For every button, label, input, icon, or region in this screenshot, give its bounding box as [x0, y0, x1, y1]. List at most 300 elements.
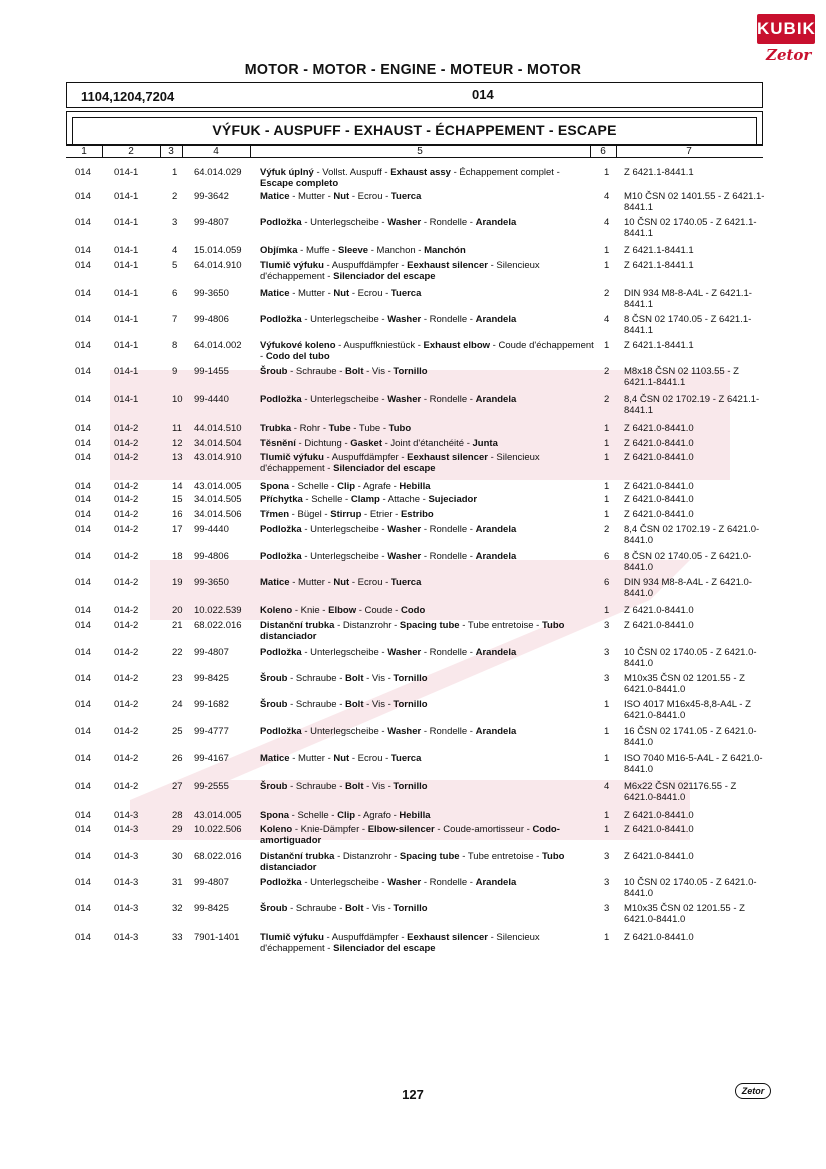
column-header-7: 7	[686, 146, 692, 157]
part-number: 99-8425	[194, 903, 229, 914]
part-description	[260, 452, 595, 474]
description-part: - Unterlegscheibe -	[301, 394, 388, 405]
description-part: Tornillo	[393, 699, 428, 710]
part-description	[260, 851, 595, 873]
group-code: 014	[75, 824, 91, 835]
group-code: 014	[75, 260, 91, 271]
part-description	[260, 288, 595, 299]
description-part: - Auspuffdämpfer -	[323, 452, 408, 463]
description-part: - Échappement complet -	[450, 167, 560, 178]
description-part: Tubo	[388, 423, 412, 434]
description-part: Podložka	[260, 726, 302, 737]
description-part: - Auspuffdämpfer -	[323, 260, 408, 271]
description-part: Arandela	[475, 314, 517, 325]
note: M10x35 ČSN 02 1201.55 - Z 6421.0-8441.0	[624, 903, 745, 925]
description-part: - Distanzrohr -	[334, 620, 400, 631]
description-part: - Schraube -	[287, 699, 346, 710]
quantity: 4	[604, 191, 610, 202]
figure-ref: 014-2	[114, 577, 139, 588]
zetor-dealer-logo: Zetor	[766, 46, 812, 64]
part-description	[260, 903, 595, 914]
description-part: Bolt	[345, 903, 364, 914]
figure-ref: 014-3	[114, 932, 139, 943]
note: Z 6421.0-8441.0	[624, 494, 694, 505]
group-code: 014	[75, 494, 91, 505]
description-part: Těsnění	[260, 438, 296, 449]
group-code: 014	[75, 577, 91, 588]
figure-ref: 014-1	[114, 340, 139, 351]
position-number: 20	[172, 605, 183, 616]
note: DIN 934 M8-8-A4L - Z 6421.1-8441.1	[624, 288, 752, 310]
description-part: Matice	[260, 191, 290, 202]
description-part: - Rondelle -	[421, 551, 476, 562]
description-part: - Unterlegscheibe -	[301, 877, 388, 888]
description-part: - Auspuffkniestück -	[335, 340, 424, 351]
figure-ref: 014-1	[114, 245, 139, 256]
quantity: 1	[604, 605, 610, 616]
part-description	[260, 932, 595, 954]
position-number: 25	[172, 726, 183, 737]
part-number: 43.014.005	[194, 810, 242, 821]
description-part: - Mutter -	[289, 577, 334, 588]
description-part: Tube	[328, 423, 351, 434]
quantity: 1	[604, 494, 610, 505]
quantity: 4	[604, 217, 610, 228]
description-part: - Coude -	[356, 605, 401, 616]
group-code: 014	[75, 851, 91, 862]
group-code: 014	[75, 877, 91, 888]
part-description	[260, 551, 595, 562]
description-part: Tlumič výfuku	[260, 452, 324, 463]
group-code: 014	[75, 810, 91, 821]
description-part: Matice	[260, 577, 290, 588]
quantity: 4	[604, 781, 610, 792]
description-part: Tornillo	[393, 903, 428, 914]
description-part: - Schelle -	[289, 481, 338, 492]
part-description	[260, 191, 595, 202]
description-part: Spacing tube	[399, 620, 460, 631]
part-number: 99-4807	[194, 877, 229, 888]
part-description	[260, 260, 595, 282]
column-header-2: 2	[102, 146, 161, 158]
part-description	[260, 245, 595, 256]
part-number: 44.014.510	[194, 423, 242, 434]
description-part: - Schraube -	[287, 366, 346, 377]
part-number: 7901-1401	[194, 932, 240, 943]
part-description	[260, 423, 595, 434]
figure-ref: 014-1	[114, 191, 139, 202]
quantity: 1	[604, 481, 610, 492]
description-part: - Rondelle -	[421, 217, 476, 228]
description-part: - Unterlegscheibe -	[301, 551, 388, 562]
column-header-row	[66, 145, 763, 158]
figure-ref: 014-2	[114, 726, 139, 737]
part-description	[260, 167, 595, 189]
description-part: Výfukové koleno	[260, 340, 336, 351]
part-description	[260, 753, 595, 764]
description-part: - Coude d'échappement -	[260, 340, 594, 362]
figure-ref: 014-2	[114, 423, 139, 434]
figure-ref: 014-1	[114, 288, 139, 299]
description-part: Podložka	[260, 524, 302, 535]
description-part: - Etrier -	[361, 509, 401, 520]
description-part: Šroub	[260, 903, 288, 914]
part-number: 15.014.059	[194, 245, 242, 256]
description-part: Exhaust elbow	[423, 340, 491, 351]
figure-ref: 014-2	[114, 494, 139, 505]
quantity: 3	[604, 620, 610, 631]
note: ISO 4017 M16x45-8,8-A4L - Z 6421.0-8441.0	[624, 699, 751, 721]
description-part: Objímka	[260, 245, 298, 256]
description-part: Tubo distanciador	[260, 620, 565, 642]
position-number: 17	[172, 524, 183, 535]
quantity: 2	[604, 366, 610, 377]
description-part: - Rondelle -	[421, 394, 476, 405]
description-part: Distanční trubka	[260, 851, 335, 862]
part-number: 99-3650	[194, 288, 229, 299]
description-part: - Mutter -	[289, 191, 334, 202]
part-description	[260, 438, 595, 449]
part-description	[260, 509, 595, 520]
group-code: 014	[75, 438, 91, 449]
description-part: Tuerca	[390, 577, 422, 588]
description-part: Manchón	[424, 245, 466, 256]
figure-ref: 014-2	[114, 605, 139, 616]
position-number: 22	[172, 647, 183, 658]
description-part: - Rondelle -	[421, 726, 476, 737]
part-description	[260, 877, 595, 888]
position-number: 33	[172, 932, 183, 943]
description-part: - Ecrou -	[349, 191, 391, 202]
group-code: 014	[75, 673, 91, 684]
description-part: Codo-amortiguador	[260, 824, 560, 846]
description-part: - Coude-amortisseur -	[434, 824, 533, 835]
description-part: - Vis -	[363, 699, 394, 710]
part-number: 99-4807	[194, 217, 229, 228]
description-part: Šroub	[260, 673, 288, 684]
note: M6x22 ČSN 021176.55 - Z 6421.0-8441.0	[624, 781, 737, 803]
description-part: Silenciador del escape	[333, 943, 436, 954]
group-code: 014	[75, 726, 91, 737]
description-part: Hebilla	[399, 481, 431, 492]
description-part: - Knie -	[292, 605, 329, 616]
description-part: - Bügel -	[289, 509, 331, 520]
part-number: 99-3642	[194, 191, 229, 202]
group-code: 014	[75, 423, 91, 434]
figure-ref: 014-2	[114, 524, 139, 535]
description-part: - Silencieux d'échappement -	[260, 260, 540, 282]
note: ISO 7040 M16-5-A4L - Z 6421.0-8441.0	[624, 753, 763, 775]
quantity: 1	[604, 699, 610, 710]
figure-ref: 014-3	[114, 851, 139, 862]
figure-ref: 014-2	[114, 781, 139, 792]
group-code: 014	[75, 288, 91, 299]
description-part: - Vis -	[363, 366, 394, 377]
description-part: Washer	[387, 877, 422, 888]
note: 8 ČSN 02 1740.05 - Z 6421.1-8441.1	[624, 314, 752, 336]
position-number: 19	[172, 577, 183, 588]
note: 10 ČSN 02 1740.05 - Z 6421.0-8441.0	[624, 647, 757, 669]
description-part: Arandela	[475, 551, 517, 562]
position-number: 21	[172, 620, 183, 631]
section-title: VÝFUK - AUSPUFF - EXHAUST - ÉCHAPPEMENT - ESCAPE	[212, 122, 617, 138]
description-part: - Schraube -	[287, 781, 346, 792]
part-number: 99-1682	[194, 699, 229, 710]
page-header-title: MOTOR - MOTOR - ENGINE - MOTEUR - MOTOR	[244, 61, 582, 78]
position-number: 5	[172, 260, 178, 271]
group-code: 014	[75, 394, 91, 405]
group-code: 014	[75, 753, 91, 764]
section-title-frame	[72, 117, 757, 144]
figure-ref: 014-2	[114, 699, 139, 710]
description-part: - Ecrou -	[349, 753, 391, 764]
position-number: 29	[172, 824, 183, 835]
description-part: - Vis -	[363, 781, 394, 792]
description-part: - Unterlegscheibe -	[301, 217, 388, 228]
note: Z 6421.0-8441.0	[624, 824, 694, 835]
description-part: - Knie-Dämpfer -	[292, 824, 368, 835]
part-description	[260, 394, 595, 405]
description-part: Koleno	[260, 824, 293, 835]
group-code: 014	[75, 167, 91, 178]
description-part: Podložka	[260, 647, 302, 658]
model-numbers: 1104,1204,7204	[81, 89, 175, 104]
part-number: 99-2555	[194, 781, 229, 792]
position-number: 13	[172, 452, 183, 463]
model-group-bar	[66, 82, 763, 108]
quantity: 2	[604, 394, 610, 405]
description-part: Clip	[337, 810, 356, 821]
note: Z 6421.0-8441.0	[624, 509, 694, 520]
note: 10 ČSN 02 1740.05 - Z 6421.1-8441.1	[624, 217, 757, 239]
description-part: Eexhaust silencer	[407, 260, 488, 271]
figure-ref: 014-3	[114, 824, 139, 835]
description-part: Nut	[333, 577, 350, 588]
description-part: - Tube entretoise -	[459, 851, 542, 862]
part-description	[260, 494, 595, 505]
description-part: Washer	[387, 314, 422, 325]
description-part: Tubo distanciador	[260, 851, 565, 873]
part-number: 99-4167	[194, 753, 229, 764]
part-description	[260, 605, 595, 616]
description-part: Šroub	[260, 366, 288, 377]
part-number: 34.014.505	[194, 494, 242, 505]
note: DIN 934 M8-8-A4L - Z 6421.0-8441.0	[624, 577, 752, 599]
description-part: Šroub	[260, 699, 288, 710]
part-number: 34.014.504	[194, 438, 242, 449]
figure-ref: 014-2	[114, 551, 139, 562]
part-number: 99-4807	[194, 647, 229, 658]
figure-ref: 014-1	[114, 167, 139, 178]
description-part: Sleeve	[337, 245, 369, 256]
quantity: 1	[604, 452, 610, 463]
quantity: 1	[604, 167, 610, 178]
description-part: Tornillo	[393, 781, 428, 792]
quantity: 4	[604, 314, 610, 325]
group-code: 014	[75, 191, 91, 202]
part-number: 10.022.506	[194, 824, 242, 835]
note: M10x35 ČSN 02 1201.55 - Z 6421.0-8441.0	[624, 673, 745, 695]
quantity: 3	[604, 877, 610, 888]
part-number: 99-4440	[194, 524, 229, 535]
description-part: Silenciador del escape	[333, 463, 436, 474]
quantity: 2	[604, 524, 610, 535]
quantity: 3	[604, 647, 610, 658]
part-number: 99-4777	[194, 726, 229, 737]
part-description	[260, 620, 595, 642]
description-part: Koleno	[260, 605, 293, 616]
quantity: 1	[604, 423, 610, 434]
description-part: - Rondelle -	[421, 314, 476, 325]
position-number: 18	[172, 551, 183, 562]
position-number: 2	[172, 191, 178, 202]
group-code: 014	[75, 366, 91, 377]
description-part: Tlumič výfuku	[260, 932, 324, 943]
note: M10 ČSN 02 1401.55 - Z 6421.1-8441.1	[624, 191, 765, 213]
part-number: 43.014.005	[194, 481, 242, 492]
description-part: - Unterlegscheibe -	[301, 524, 388, 535]
description-part: Escape completo	[260, 178, 339, 189]
figure-ref: 014-1	[114, 217, 139, 228]
description-part: - Unterlegscheibe -	[301, 647, 388, 658]
description-part: Arandela	[475, 726, 517, 737]
note: Z 6421.1-8441.1	[624, 245, 694, 256]
description-part: - Distanzrohr -	[334, 851, 400, 862]
part-description	[260, 647, 595, 658]
description-part: Junta	[472, 438, 498, 449]
description-part: Bolt	[345, 366, 364, 377]
position-number: 26	[172, 753, 183, 764]
description-part: Výfuk úplný	[260, 167, 314, 178]
description-part: - Vis -	[363, 903, 394, 914]
group-code: 014	[75, 605, 91, 616]
group-code: 014	[75, 481, 91, 492]
description-part: - Schelle -	[302, 494, 351, 505]
position-number: 28	[172, 810, 183, 821]
description-part: Washer	[387, 551, 422, 562]
figure-ref: 014-2	[114, 620, 139, 631]
group-code: 014	[75, 314, 91, 325]
column-header-1: 1	[66, 146, 103, 158]
figure-ref: 014-2	[114, 452, 139, 463]
description-part: Bolt	[345, 781, 364, 792]
position-number: 11	[172, 423, 182, 434]
description-part: Elbow-silencer	[367, 824, 435, 835]
description-part: - Agrafo -	[355, 810, 400, 821]
description-part: - Ecrou -	[349, 577, 391, 588]
description-part: - Ecrou -	[349, 288, 391, 299]
description-part: Podložka	[260, 877, 302, 888]
description-part: Tornillo	[393, 366, 428, 377]
description-part: Bolt	[345, 673, 364, 684]
part-number: 99-4806	[194, 314, 229, 325]
description-part: - Silencieux d'échappement -	[260, 452, 540, 474]
quantity: 6	[604, 551, 610, 562]
part-number: 34.014.506	[194, 509, 242, 520]
note: Z 6421.1-8441.1	[624, 260, 694, 271]
description-part: Washer	[387, 647, 422, 658]
group-code: 014	[75, 647, 91, 658]
part-number: 99-4440	[194, 394, 229, 405]
description-part: Šroub	[260, 781, 288, 792]
description-part: Tuerca	[390, 753, 422, 764]
description-part: Tlumič výfuku	[260, 260, 324, 271]
description-part: - Manchon -	[368, 245, 425, 256]
description-part: Arandela	[475, 524, 517, 535]
note: Z 6421.0-8441.0	[624, 851, 694, 862]
figure-ref: 014-1	[114, 394, 139, 405]
description-part: - Tube entretoise -	[459, 620, 542, 631]
group-code: 014	[75, 781, 91, 792]
note: Z 6421.1-8441.1	[624, 340, 694, 351]
note: 16 ČSN 02 1741.05 - Z 6421.0-8441.0	[624, 726, 757, 748]
position-number: 9	[172, 366, 178, 377]
part-number: 64.014.910	[194, 260, 242, 271]
figure-ref: 014-2	[114, 647, 139, 658]
description-part: Codo	[400, 605, 426, 616]
figure-ref: 014-2	[114, 753, 139, 764]
kubik-logo: KUBIK	[757, 14, 815, 44]
part-number: 99-4806	[194, 551, 229, 562]
quantity: 1	[604, 438, 610, 449]
description-part: Arandela	[475, 217, 517, 228]
description-part: Sujeciador	[428, 494, 478, 505]
description-part: Matice	[260, 288, 290, 299]
description-part: Spacing tube	[399, 851, 460, 862]
position-number: 32	[172, 903, 183, 914]
description-part: - Rondelle -	[421, 524, 476, 535]
note: Z 6421.1-8441.1	[624, 167, 694, 178]
description-part: - Dichtung -	[295, 438, 351, 449]
description-part: - Unterlegscheibe -	[301, 314, 388, 325]
description-part: Washer	[387, 217, 422, 228]
figure-ref: 014-1	[114, 260, 139, 271]
description-part: Arandela	[475, 877, 517, 888]
part-number: 99-1455	[194, 366, 229, 377]
part-number: 99-8425	[194, 673, 229, 684]
figure-ref: 014-1	[114, 366, 139, 377]
quantity: 3	[604, 851, 610, 862]
position-number: 7	[172, 314, 178, 325]
description-part: Clamp	[350, 494, 380, 505]
group-code: 014	[75, 340, 91, 351]
quantity: 1	[604, 753, 610, 764]
note: M8x18 ČSN 02 1103.55 - Z 6421.1-8441.1	[624, 366, 739, 388]
description-part: - Schelle -	[289, 810, 338, 821]
quantity: 1	[604, 245, 610, 256]
description-part: Třmen	[260, 509, 290, 520]
description-part: Spona	[260, 810, 290, 821]
quantity: 3	[604, 673, 610, 684]
quantity: 2	[604, 288, 610, 299]
description-part: - Silencieux d'échappement -	[260, 932, 540, 954]
part-description	[260, 217, 595, 228]
description-part: Washer	[387, 524, 422, 535]
position-number: 8	[172, 340, 178, 351]
column-header-4: 4	[182, 146, 251, 158]
description-part: Podložka	[260, 217, 302, 228]
quantity: 1	[604, 824, 610, 835]
note: 10 ČSN 02 1740.05 - Z 6421.0-8441.0	[624, 877, 757, 899]
quantity: 1	[604, 509, 610, 520]
note: Z 6421.0-8441.0	[624, 438, 694, 449]
group-code: 014	[75, 699, 91, 710]
description-part: - Joint d'étanchéité -	[381, 438, 473, 449]
position-number: 6	[172, 288, 178, 299]
part-number: 64.014.002	[194, 340, 242, 351]
part-number: 99-3650	[194, 577, 229, 588]
part-description	[260, 524, 595, 535]
